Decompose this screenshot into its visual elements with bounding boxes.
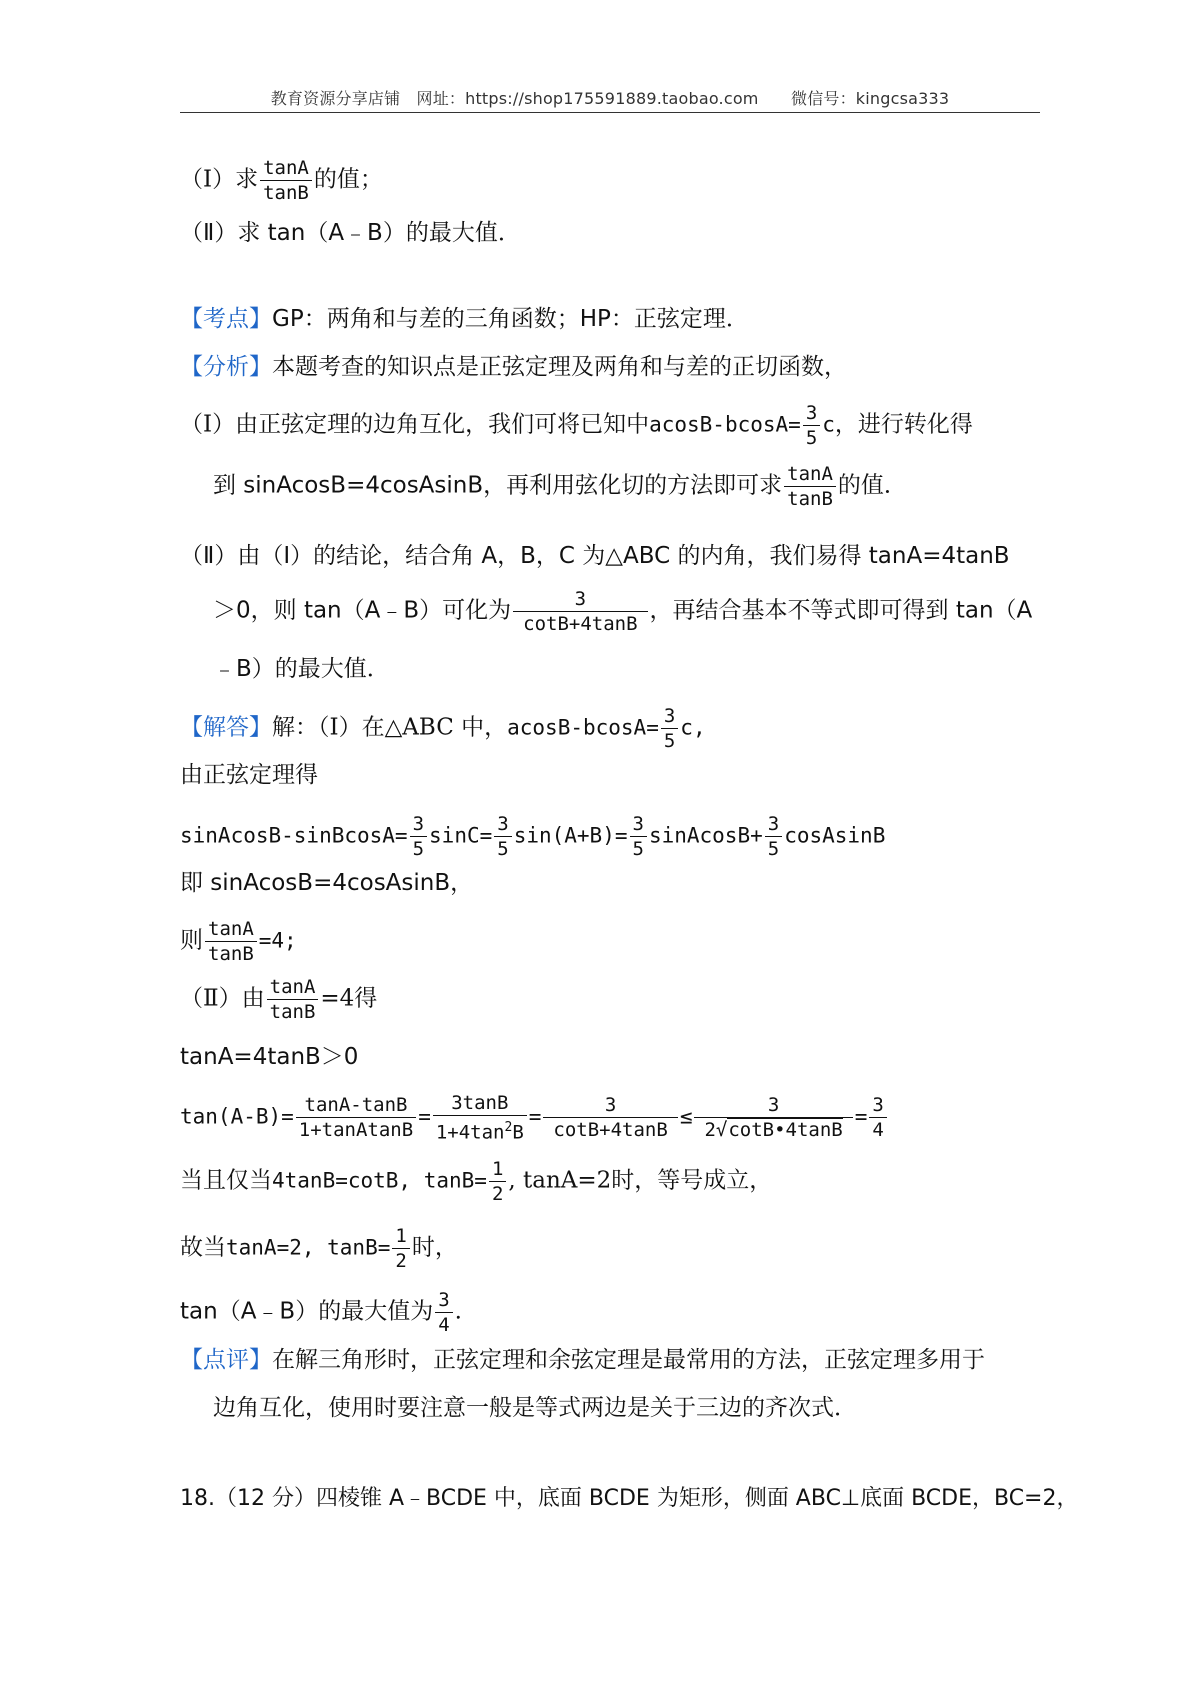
jieda-step-5: tanA=4tanB＞0 (180, 1044, 359, 1070)
den-part: 1+4tan (435, 1121, 505, 1144)
fenxi-p1-end: 的值． (837, 472, 907, 499)
jieda-line (180, 705, 706, 752)
fenxi-p1-c: c (822, 412, 835, 437)
s4-b: =4得 (320, 985, 378, 1012)
part1-prefix: （Ⅰ）求 (180, 166, 259, 193)
fenxi-line (180, 352, 847, 382)
eq1-a: sinAcosB-sinBcosA= (180, 823, 408, 848)
frac-num: 3 (632, 813, 644, 835)
equals-sign: = (528, 1104, 542, 1129)
frac-den: 1+tanAtanB (296, 1117, 416, 1141)
frac-den: 2 (392, 1248, 409, 1272)
frac-den: 4 (869, 1117, 886, 1141)
fenxi-part1-line2 (213, 463, 907, 510)
header-rule (180, 112, 1040, 113)
fraction-3-5 (630, 813, 647, 860)
frac-num: 3 (767, 813, 780, 835)
jieda-step-3 (180, 918, 297, 965)
frac-num: tanA (263, 157, 309, 179)
question-part-2: （Ⅱ）求 tan（A﹣B）的最大值． (180, 220, 521, 246)
leq-sign: ≤ (679, 1104, 693, 1129)
eq1-b: sinC= (429, 823, 493, 848)
frac-den: 5 (630, 836, 647, 860)
fenxi-part2-line2 (213, 588, 1032, 635)
fraction-1-2 (489, 1158, 506, 1205)
eq1-c: sin(A+B)= (513, 823, 628, 848)
s6-c: , tanA=2时，等号成立， (508, 1167, 773, 1194)
fraction-tan-diff (296, 1094, 416, 1141)
s7-c: 时， (411, 1234, 458, 1261)
jieda-expr: acosB-bcosA= (507, 715, 659, 740)
page-header: 教育资源分享店铺 网址：https://shop175591889.taobao.com 微信号：kingcsa333 (270, 89, 950, 108)
jieda-step-6 (180, 1158, 772, 1205)
s7-a: 故当 (180, 1234, 226, 1261)
frac-den (694, 1117, 852, 1141)
frac-num: 3 (497, 813, 509, 835)
kaodian-tag: 【考点】 (180, 306, 272, 332)
fraction-tanA-tanB (784, 463, 836, 510)
dianping-line1 (180, 1345, 985, 1375)
fraction-3-5 (661, 705, 678, 752)
frac-den: 5 (765, 836, 782, 860)
fraction-3-5 (410, 813, 427, 860)
frac-num: tanA-tanB (304, 1094, 408, 1117)
fenxi-p1-c2: 到 sinAcosB=4cosAsinB，再利用弦化切的方法即可求 (213, 472, 783, 499)
jieda-tag: 【解答】 (180, 714, 272, 741)
fenxi-part2-line3: ﹣B）的最大值． (213, 656, 390, 682)
frac-den: cotB+4tanB (543, 1117, 677, 1141)
frac-den: cotB+4tanB (513, 611, 647, 635)
frac-num: 1 (395, 1225, 407, 1247)
frac-den: 5 (410, 836, 427, 860)
jieda-intro: 解：（Ⅰ）在△ABC 中， (272, 714, 508, 741)
s4-a: （Ⅱ）由 (180, 985, 265, 1012)
frac-num: 3 (663, 705, 676, 727)
frac-den: tanB (267, 999, 319, 1023)
s6-a: 当且仅当 (180, 1167, 272, 1194)
frac-num: 3 (872, 1094, 884, 1117)
fenxi-p1-b: ，进行转化得 (834, 411, 973, 438)
frac-num: 1 (491, 1158, 504, 1180)
jieda-step-4 (180, 976, 377, 1023)
s3-b: =4; (258, 928, 297, 953)
jieda-equation-2 (180, 1092, 889, 1143)
fraction-1-2 (392, 1225, 409, 1272)
fraction-3-5 (765, 813, 782, 860)
frac-den: tanB (260, 180, 312, 204)
part1-suffix: 的值； (313, 166, 383, 193)
frac-den: 5 (661, 728, 678, 752)
fenxi-p2-b: ＞0，则 tan（A﹣B）可化为 (213, 597, 512, 624)
s7-b: tanA=2, tanB= (226, 1235, 391, 1260)
equals-sign: = (854, 1104, 868, 1129)
equals-sign: = (418, 1104, 431, 1129)
frac-num: 3 (767, 1094, 780, 1117)
question-18: 18.（12 分）四棱锥 A﹣BCDE 中，底面 BCDE 为矩形，侧面 ABC⊥底面 BCDE，BC=2， (180, 1486, 1079, 1511)
dianping-tag: 【点评】 (180, 1347, 272, 1373)
fenxi-part1-line1 (180, 402, 973, 449)
frac-num: 3 (574, 588, 587, 610)
fenxi-p2-c: ，再结合基本不等式即可得到 tan（A (649, 597, 1033, 624)
jieda-c: c, (680, 715, 706, 740)
fraction-3-5 (494, 813, 511, 860)
s3-a: 则 (180, 927, 203, 954)
frac-den: 2 (489, 1181, 506, 1205)
fraction-tanA-tanB (260, 157, 312, 204)
fraction-3-4 (435, 1289, 452, 1336)
fraction-tanA-tanB (267, 976, 319, 1023)
frac-num: 3tanB (451, 1092, 509, 1114)
fraction-3-cotB (543, 1094, 677, 1141)
frac-num: 3 (805, 402, 818, 424)
kaodian-text: GP：两角和与差的三角函数；HP：正弦定理． (272, 306, 749, 332)
eq1-e: cosAsinB (784, 823, 886, 848)
frac-num: tanA (269, 976, 316, 998)
jieda-step-8 (180, 1289, 462, 1336)
fraction-3tanB (433, 1092, 527, 1143)
eq1-d: sinAcosB+ (648, 823, 763, 848)
frac-den (433, 1115, 527, 1143)
fraction-3-5 (803, 402, 820, 449)
frac-den: 5 (803, 425, 820, 449)
question-part-1 (180, 157, 383, 204)
jieda-step-2: 即 sinAcosB=4cosAsinB， (180, 870, 474, 896)
frac-den: tanB (205, 941, 257, 965)
frac-num: 3 (438, 1289, 450, 1311)
jieda-step-1: 由正弦定理得 (180, 762, 318, 788)
fenxi-tag: 【分析】 (180, 354, 272, 380)
frac-num: tanA (208, 918, 254, 940)
frac-num: tanA (787, 463, 833, 485)
frac-den: 4 (435, 1312, 452, 1336)
s6-b: 4tanB=cotB, tanB= (272, 1168, 487, 1193)
superscript: 2 (504, 1120, 513, 1135)
dianping-text1: 在解三角形时，正弦定理和余弦定理是最常用的方法，正弦定理多用于 (272, 1347, 985, 1373)
fenxi-part2-line1: （Ⅱ）由（Ⅰ）的结论，结合角 A，B，C 为△ABC 的内角，我们易得 tanA=4tanB (180, 543, 1010, 569)
s8-a: tan（A﹣B）的最大值为 (180, 1298, 434, 1325)
fenxi-p1-expr: acosB-bcosA= (649, 412, 801, 437)
fraction-3-4 (869, 1094, 886, 1141)
eq2-a: tan(A-B)= (180, 1104, 294, 1129)
kaodian-line (180, 304, 749, 334)
fenxi-p1-a: （Ⅰ）由正弦定理的边角互化，我们可将已知中 (180, 411, 650, 438)
fraction-3-cotB (513, 588, 647, 635)
fenxi-text: 本题考查的知识点是正弦定理及两角和与差的正切函数， (272, 354, 847, 380)
den-part: B (512, 1121, 524, 1144)
dianping-line2: 边角互化，使用时要注意一般是等式两边是关于三边的齐次式． (213, 1395, 857, 1421)
sqrt-sign: 2√ (704, 1119, 728, 1142)
jieda-equation-1 (180, 813, 885, 860)
frac-den: tanB (784, 486, 836, 510)
s8-b: . (454, 1298, 462, 1325)
frac-num: 3 (412, 813, 425, 835)
frac-den: 5 (494, 836, 511, 860)
fraction-sqrt (694, 1094, 852, 1141)
sqrt-content: cotB•4tanB (728, 1119, 843, 1142)
frac-num: 3 (604, 1094, 617, 1117)
jieda-step-7 (180, 1225, 458, 1272)
fraction-tanA-tanB (205, 918, 257, 965)
